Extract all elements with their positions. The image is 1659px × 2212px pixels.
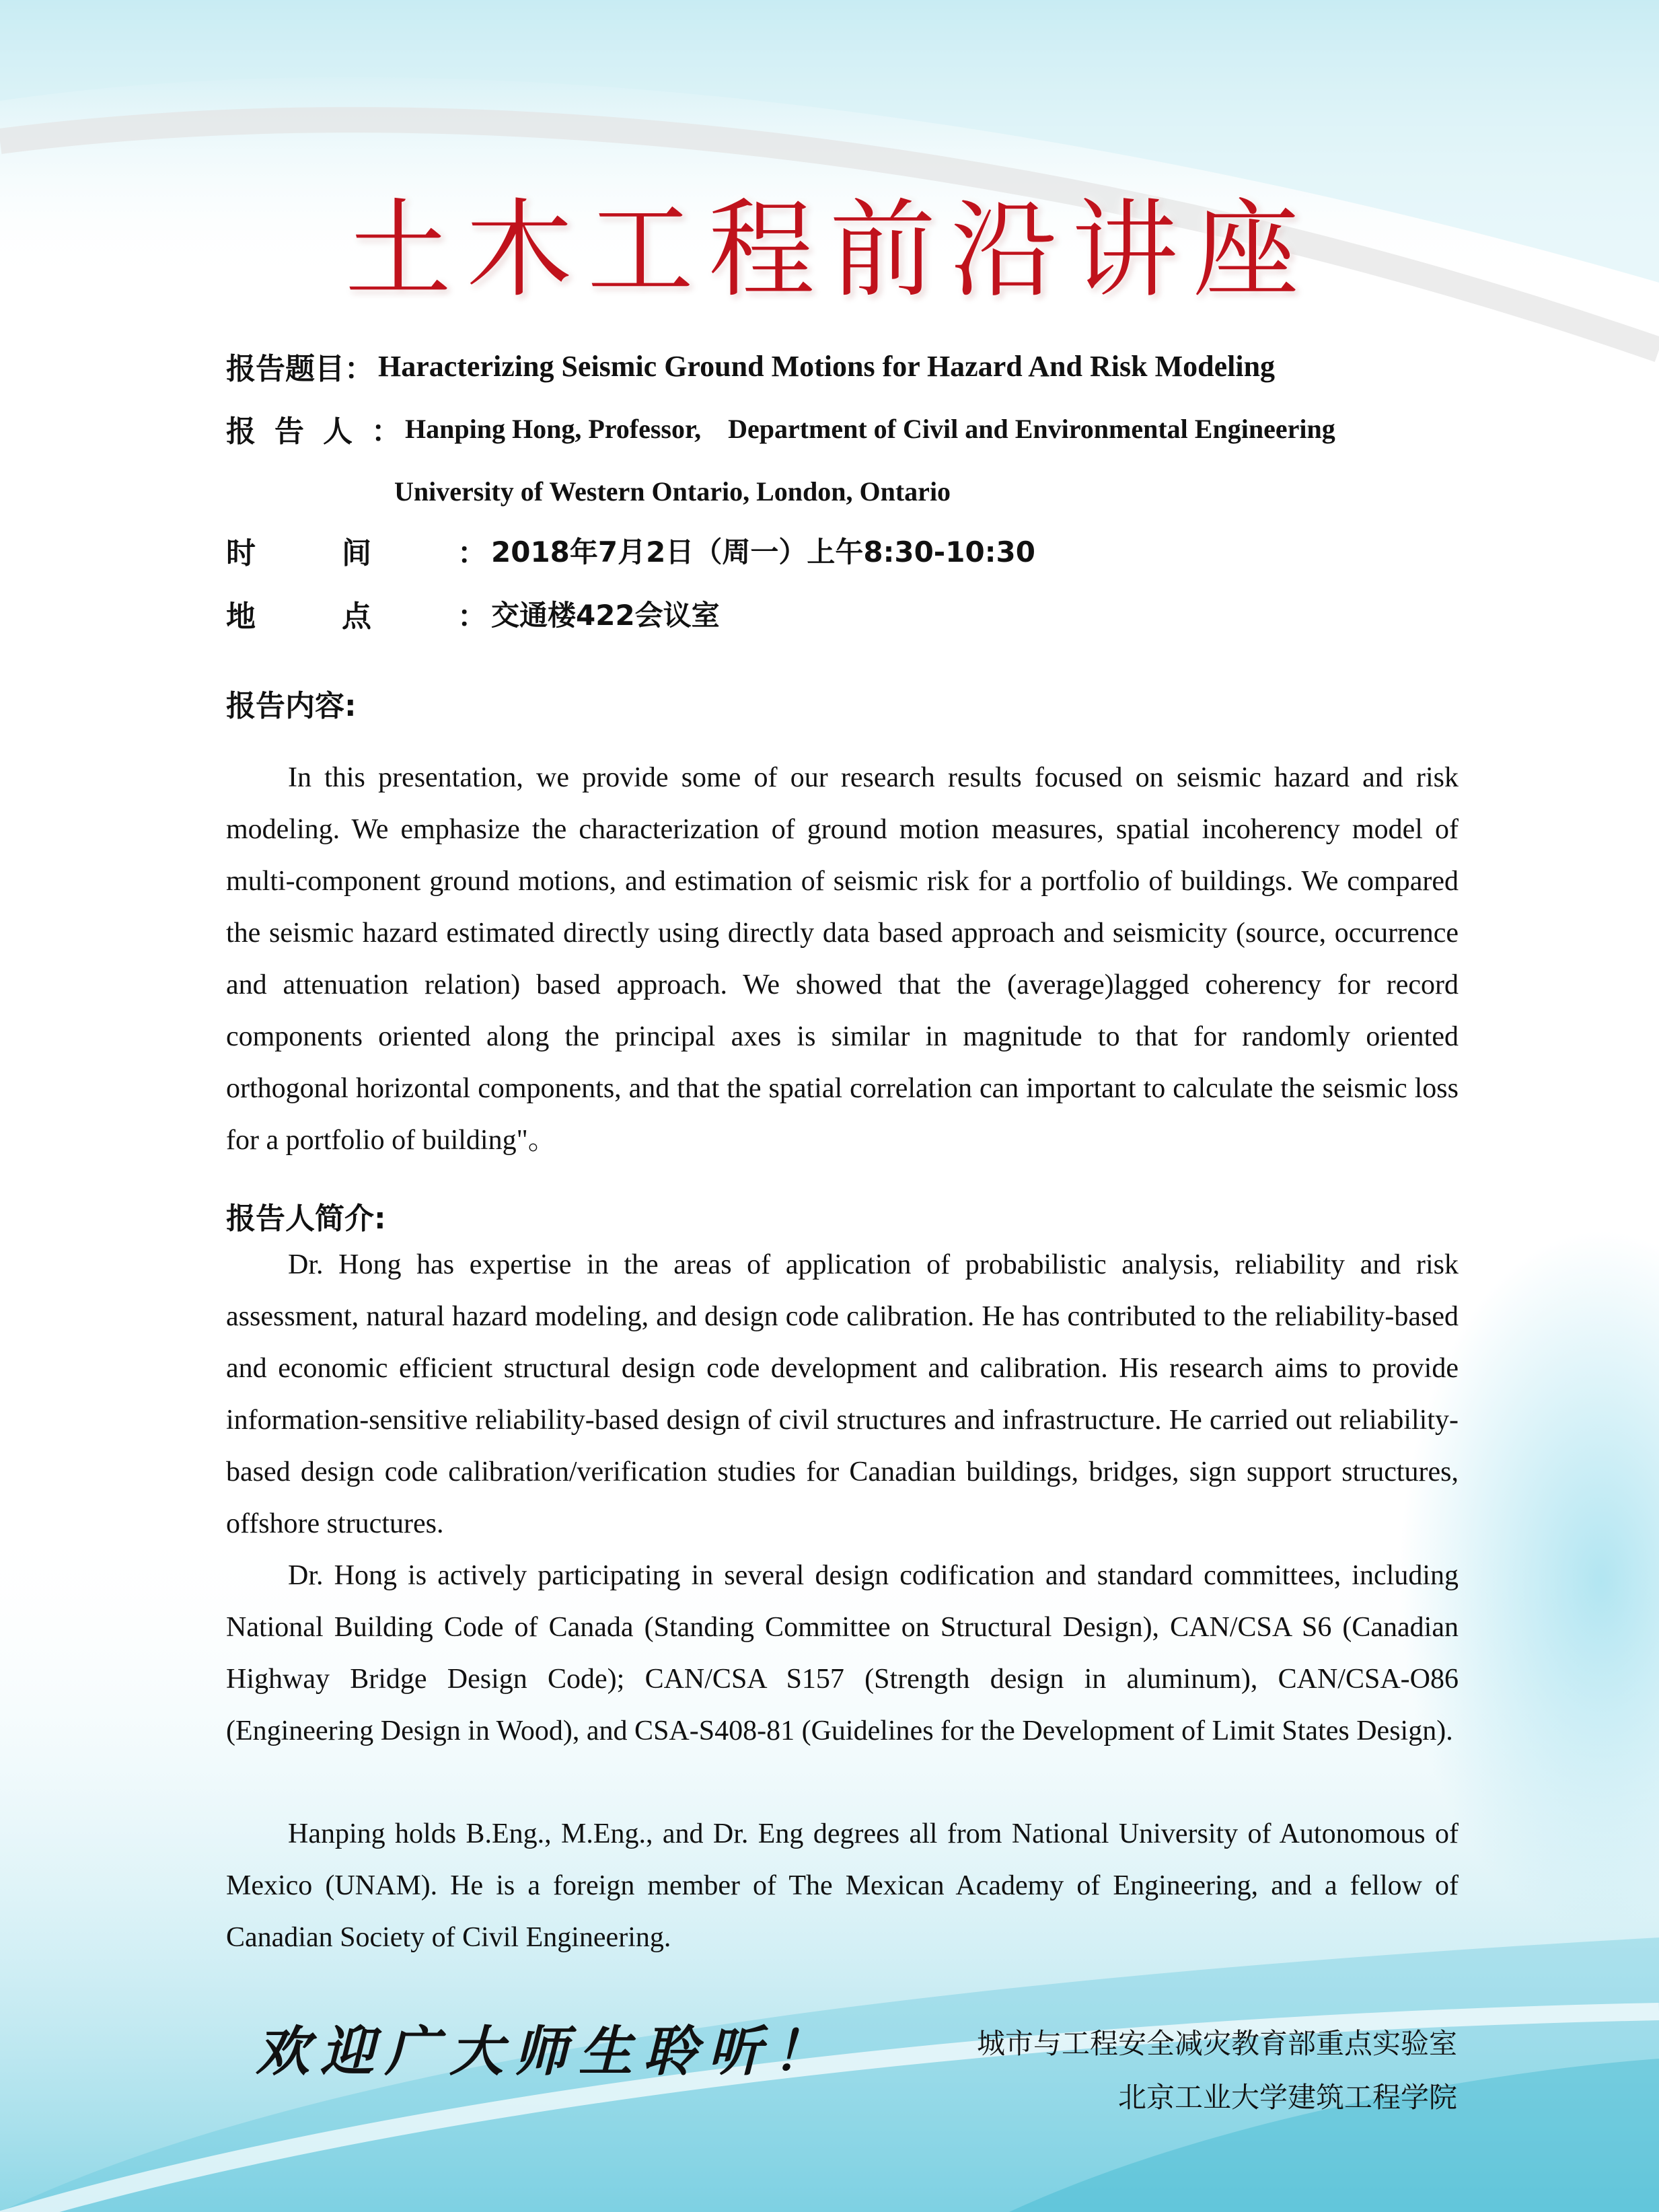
time-value: 2018年7月2日（周一）上午8:30-10:30 — [491, 536, 1035, 568]
content-heading: 报告内容: — [226, 689, 357, 723]
organizer-line-1: 城市与工程安全减灾教育部重点实验室 — [976, 2027, 1457, 2060]
content-paragraph: In this presentation, we provide some of our research results focused on seismic hazard and risk modeling. We emphasize the characterization of ground motion measures, spatial incoherency model of multi-component ground motions, and estimation of seismic risk for a portfolio of buildings. We compared the seismic hazard estimated directly using directly data based approach and seismicity (source, occurrence and attenuation relation) based approach. We showed that the (average)lagged coherency for record components oriented along the principal axes is similar in magnitude to that for randomly oriented orthogonal horizontal components, and that the spatial correlation can important to calculate the seismic loss for a portfolio of building"。 — [226, 762, 1459, 1156]
speaker-row — [226, 407, 1335, 450]
place-row — [226, 592, 720, 635]
bio-paragraph-3: Hanping holds B.Eng., M.Eng., and Dr. Eng degrees all from National University of Autonomous of Mexico (UNAM). He is a foreign member of The Mexican Academy of Engineering, and a fellow of Canadian Society of Civil Engineering. — [226, 1818, 1459, 1953]
place-colon: ： — [457, 599, 487, 634]
topic-row — [226, 344, 1275, 388]
page-title: 土木工程前沿讲座 — [345, 188, 1314, 312]
bio-heading: 报告人简介: — [226, 1202, 386, 1236]
bio-paragraph-1: Dr. Hong has expertise in the areas of application of probabilistic analysis, reliability and risk assessment, natural hazard modeling, and design code calibration. He has contributed to the reliability-based and economic efficient structural design code development and calibration. His research aims to provide information-sensitive reliability-based design of civil structures and infrastructure. He carried out reliability-based design code calibration/verification studies for Canadian buildings, bridges, sign support structures, offshore structures. — [226, 1249, 1459, 1539]
speaker-value: Hanping Hong, Professor, Department of Civil and Environmental Engineering — [405, 413, 1335, 444]
bio-paragraph-2: Dr. Hong is actively participating in several design codification and standard committees, including National Building Code of Canada (Standing Committee on Structural Design), CAN/CSA S6 (Canadian Highway Bridge Design Code); CAN/CSA S157 (Strength design in aluminum), CAN/CSA-O86 (Engineering Design in Wood), and CSA-S408-81 (Guidelines for the Development of Limit States Design). — [226, 1560, 1459, 1746]
speaker-affiliation: University of Western Ontario, London, Ontario — [394, 476, 951, 507]
organizer-line-2: 北京工业大学建筑工程学院 — [1117, 2081, 1457, 2114]
speaker-colon: ： — [371, 414, 401, 449]
time-label: 时间 — [226, 536, 457, 570]
place-value: 交通楼422会议室 — [491, 599, 720, 632]
topic-colon: ： — [344, 352, 374, 386]
time-row — [226, 529, 1035, 572]
place-label: 地点 — [226, 599, 457, 634]
topic-value: Haracterizing Seismic Ground Motions for Hazard And Risk Modeling — [378, 349, 1276, 383]
topic-label: 报告题目 — [226, 352, 344, 386]
speaker-label: 报告人 — [226, 414, 371, 449]
affiliation-row — [394, 470, 951, 513]
welcome-slogan: 欢迎广大师生聆听！ — [256, 2020, 837, 2083]
time-colon: ： — [457, 536, 487, 570]
